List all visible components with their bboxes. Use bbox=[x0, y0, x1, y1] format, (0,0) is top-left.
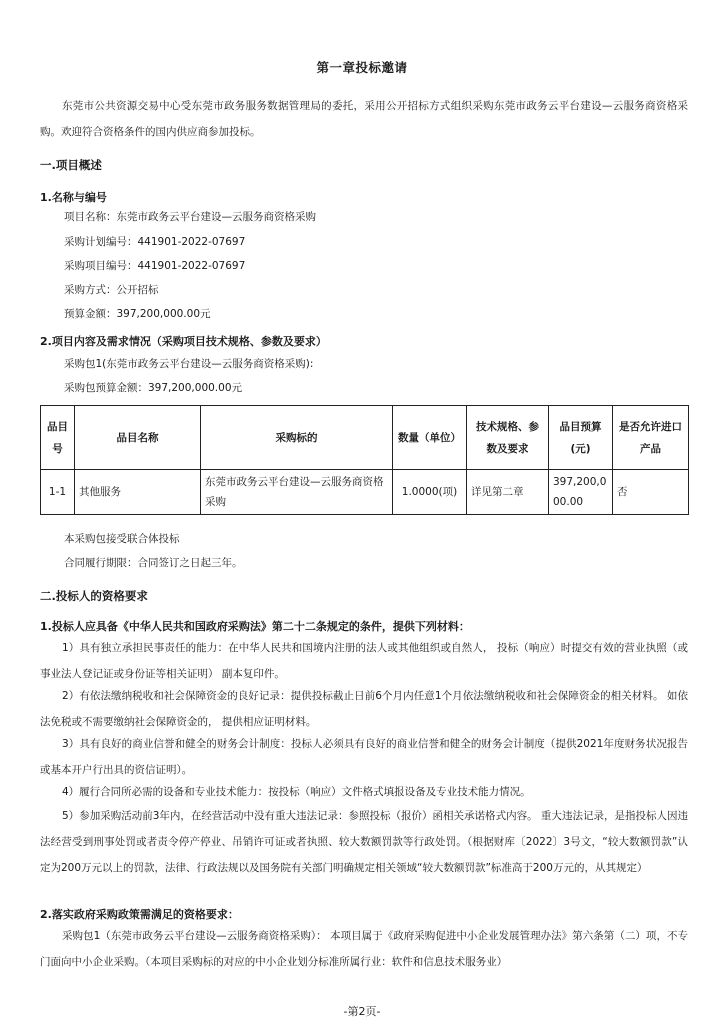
items-table bbox=[40, 405, 689, 515]
header-item-no: 品目号 bbox=[41, 406, 75, 470]
qualification-item-4: 4）履行合同所必需的设备和专业技术能力：按投标（响应）文件格式填报设备及专业技术能力情况。 bbox=[62, 786, 531, 798]
header-item-name: 品目名称 bbox=[75, 406, 201, 470]
cell-subject: 东莞市政务云平台建设—云服务商资格采购 bbox=[201, 470, 393, 515]
procurement-method: 采购方式：公开招标 bbox=[64, 284, 159, 296]
policy-paragraph: 采购包1（东莞市政务云平台建设—云服务商资格采购）： 本项目属于《政府采购促进中小企业发展管理办法》第六条第（二）项，不专门面向中小企业采购。（本项目采购标的对应的中小企业划分标准所属行业：软件和信息技术服务业） bbox=[40, 930, 688, 968]
contract-period-note: 合同履行期限：合同签订之日起三年。 bbox=[64, 557, 243, 569]
project-number: 采购项目编号：441901-2022-07697 bbox=[64, 260, 246, 272]
header-import: 是否允许进口产品 bbox=[613, 406, 689, 470]
intro-paragraph: 东莞市公共资源交易中心受东莞市政务服务数据管理局的委托，采用公开招标方式组织采购东莞市政务云平台建设—云服务商资格采购。欢迎符合资格条件的国内供应商参加投标。 bbox=[40, 100, 688, 138]
package-label: 采购包1(东莞市政务云平台建设—云服务商资格采购): bbox=[64, 358, 314, 370]
budget-amount: 预算金额：397,200,000.00元 bbox=[64, 308, 211, 320]
project-name: 项目名称：东莞市政务云平台建设—云服务商资格采购 bbox=[64, 211, 316, 223]
subsection-heading-conditions: 1.投标人应具备《中华人民共和国政府采购法》第二十二条规定的条件，提供下列材料： bbox=[40, 620, 470, 633]
header-budget: 品目预算(元) bbox=[549, 406, 613, 470]
cell-import: 否 bbox=[613, 470, 689, 515]
cell-quantity: 1.0000(项) bbox=[393, 470, 467, 515]
plan-number: 采购计划编号：441901-2022-07697 bbox=[64, 236, 246, 248]
table-row bbox=[41, 470, 689, 515]
joint-bid-note: 本采购包接受联合体投标 bbox=[64, 533, 180, 545]
subsection-heading-name-number: 1.名称与编号 bbox=[40, 191, 107, 204]
header-quantity: 数量（单位） bbox=[393, 406, 467, 470]
cell-budget: 397,200,000.00 bbox=[549, 470, 613, 515]
section-heading-overview: 一.项目概述 bbox=[40, 158, 102, 172]
cell-item-no: 1-1 bbox=[41, 470, 75, 515]
qualification-item-1: 1）具有独立承担民事责任的能力：在中华人民共和国境内注册的法人或其他组织或自然人， 投标（响应）时提交有效的营业执照（或事业法人登记证或身份证等相关证明） 副本复印件。 bbox=[40, 642, 688, 680]
qualification-item-2: 2）有依法缴纳税收和社会保障资金的良好记录：提供投标截止日前6个月内任意1个月依法缴纳税收和社会保障资金的相关材料。 如依法免税或不需要缴纳社会保障资金的， 提供相应证明材料。 bbox=[40, 690, 688, 728]
cell-spec: 详见第二章 bbox=[467, 470, 549, 515]
table-header-row bbox=[41, 406, 689, 470]
page-number: -第2页- bbox=[343, 1005, 381, 1018]
section-heading-qualification: 二.投标人的资格要求 bbox=[40, 589, 148, 603]
cell-item-name: 其他服务 bbox=[75, 470, 201, 515]
chapter-title: 第一章投标邀请 bbox=[316, 60, 408, 75]
header-subject: 采购标的 bbox=[201, 406, 393, 470]
package-budget: 采购包预算金额：397,200,000.00元 bbox=[64, 382, 242, 394]
qualification-item-3: 3）具有良好的商业信誉和健全的财务会计制度：投标人必须具有良好的商业信誉和健全的财务会计制度（提供2021年度财务状况报告或基本开户行出具的资信证明）。 bbox=[40, 738, 688, 776]
subsection-heading-policy: 2.落实政府采购政策需满足的资格要求： bbox=[40, 908, 239, 921]
subsection-heading-content: 2.项目内容及需求情况（采购项目技术规格、参数及要求） bbox=[40, 335, 327, 348]
header-spec: 技术规格、参数及要求 bbox=[467, 406, 549, 470]
qualification-item-5: 5）参加采购活动前3年内，在经营活动中没有重大违法记录：参照投标（报价）函相关承诺格式内容。 重大违法记录，是指投标人因违法经营受到刑事处罚或者责令停产停业、吊销许可证或者执照、较大数额罚款等行政处罚。（根据财库〔2022〕3号文，“较大数额罚款”认定为200万元以上的罚款，法律、行政法规以及国务院有关部门明确规定相关领域“较大数额罚款”标准高于200万元的，从其规定） bbox=[40, 810, 688, 874]
